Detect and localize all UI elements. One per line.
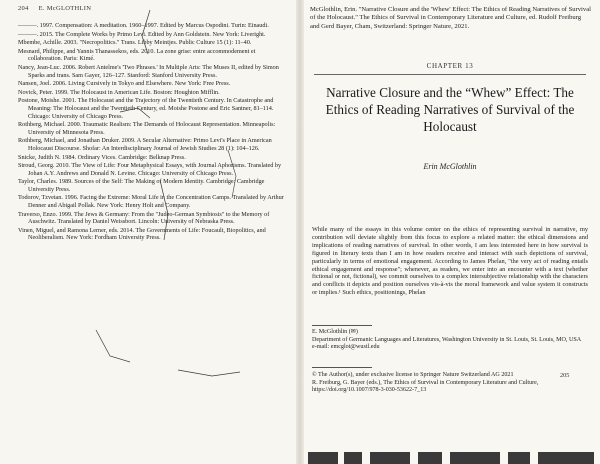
scan-artifact-segment bbox=[308, 452, 338, 464]
reference-entry: ———. 2015. The Complete Works by Primo Levi. Edited by Ann Goldstein. New York: Liveright. bbox=[18, 30, 266, 38]
left-page-number: 204 bbox=[18, 5, 29, 12]
reference-list bbox=[18, 22, 286, 243]
affiliation-line: e-mail: emcglot@wustl.edu bbox=[312, 344, 380, 351]
scan-artifact-segment bbox=[344, 452, 362, 464]
reference-entry: Todorov, Tzvetan. 1996. Facing the Extreme: Moral Life in the Concentration Camps. Translated by Arthur Denner and Abigail Pollak. New York: Henry Holt and Company. bbox=[18, 194, 284, 210]
affiliation-line: E. McGlothlin (✉) bbox=[312, 329, 358, 335]
scan-artifact-segment bbox=[538, 452, 594, 464]
handwritten-citation-header: McGlothlin, Erin. "Narrative Closure and the 'Whew' Effect: The Ethics of Reading Narratives of Survival of the Holocaust." The Ethics of Survival in Contemporary Literature and Culture, ed. Rudolf Freiburg and Gerd Bayer, Cham, Switzerland: Springer Nature, 2021. bbox=[310, 6, 591, 30]
scan-edge-artifact bbox=[300, 452, 600, 464]
reference-entry: Nansen, Joel. 2006. Living Cursively in Tokyo and Elsewhere. New York: Free Press. bbox=[18, 80, 231, 88]
running-head bbox=[18, 5, 99, 12]
reference-entry: Postone, Moishe. 2001. The Holocaust and the Trajectory of the Twentieth Century. In Catastrophe and Meaning: The Holocaust and the Twentieth Century, ed. Moishe Postone and Eric Santner, 81–114. Chicago: University of Chicago Press. bbox=[18, 97, 274, 120]
footnote-divider bbox=[312, 325, 372, 326]
copyright-line: © The Author(s), under exclusive license to Springer Nature Switzerland AG 2021 bbox=[312, 372, 514, 378]
reference-entry: Taylor, Charles. 1989. Sources of the Self: The Making of Modern Identity. Cambridge: Cambridge University Press. bbox=[18, 178, 265, 193]
affiliation-line: Department of Germanic Languages and Literatures, Washington University in St. Louis, St. Louis, MO, USA bbox=[312, 336, 582, 343]
scan-artifact-segment bbox=[370, 452, 410, 464]
reference-entry: Traverso, Enzo. 1999. The Jews & Germany: From the "Judeo-German Symbiosis" to the Memory of Auschwitz. Translated by Daniel Weissbort. Lincoln: University of Nebraska Press. bbox=[18, 210, 270, 226]
chapter-body-text: While many of the essays in this volume center on the ethics of representing survival in narrative, my contribution will deviate slightly from this focus to explore a related matter: the ethical dimensions and implications of reading narratives of survival. In other words, I am less interested here in how survival is figured in literary texts than I am in how readers receive and interact with such depictions of survival, particularly in terms of emotional engagement. According to James Phelan, "the very act of reading entails ethical engagement and response"; whenever, as readers, we enter into an encounter with a text (whether fictional or not, fictional), we commit ourselves to a complex intersubjective relationship with the characters and conflicts it depicts and position ourselves vis-à-vis the moral framework and value system it constructs or implies.¹ Such ethics, positionings, Phelan bbox=[312, 226, 588, 297]
reference-entry: Rothberg, Michael. 2000. Traumatic Realism: The Demands of Holocaust Representation. Minneapolis: University of Minnesota Press. bbox=[18, 121, 276, 136]
reference-entry: Vinen, Miguel, and Ramona Lerner, eds. 2014. The Governments of Life: Foucault, Biopolitics, and Neoliberalism. New York: Fordham University Press. bbox=[18, 226, 266, 242]
copyright-divider bbox=[312, 367, 372, 368]
author-affiliation bbox=[312, 329, 588, 352]
scan-artifact-segment bbox=[418, 452, 442, 464]
copyright-block bbox=[312, 372, 588, 395]
scan-artifact-segment bbox=[508, 452, 530, 464]
reference-entry: Mbembe, Achille. 2003. "Necropolitics." Trans. Libby Meintjes. Public Culture 15 (1): 11–40. bbox=[18, 39, 252, 47]
copyright-line: R. Freiburg, G. Bayer (eds.), The Ethics of Survival in Contemporary Literature and Culture, bbox=[312, 379, 539, 386]
reference-entry: Snicke, Judith N. 1984. Ordinary Vices. Cambridge: Belknap Press. bbox=[18, 153, 186, 161]
doi-line: https://doi.org/10.1007/978-3-030-53622-7_13 bbox=[312, 387, 427, 394]
reference-entry: Rothberg, Michael, and Jonathan Druker. 2009. A Secular Alternative: Primo Levi's Place in American Holocaust Discourse. Shofar: An Interdisciplinary Journal of Jewish Studies 28 (1): 104–126. bbox=[18, 137, 272, 152]
reference-entry: ———. 1997. Compensation: A meditation. 1960–1997. Edited by Marcus Ospodini. Turin: Einaudi. bbox=[18, 22, 269, 29]
running-head-author: E. McGLOTHLIN bbox=[38, 5, 92, 12]
reference-entry: Nancy, Jean-Luc. 2006. Robert Antelme's 'Two Phrases.' In Multiple Arts: The Muses II, edited by Simon Sparks and trans. Sam Gayer, 126–127. Stanford: Stanford University Press. bbox=[18, 63, 279, 79]
chapter-label: CHAPTER 13 bbox=[426, 62, 474, 70]
reference-entry: Mesnard, Philippe, and Yannis Thanassekos, eds. 2010. La zone grise: entre accommodement et collaboration. Paris: Kimé. bbox=[18, 47, 256, 63]
chapter-title: Narrative Closure and the “Whew” Effect: The Ethics of Reading Narratives of Survival of the Holocaust bbox=[325, 85, 575, 134]
chapter-divider bbox=[314, 74, 586, 75]
reference-entry: Novick, Peter. 1999. The Holocaust in American Life. Boston: Houghton Mifflin. bbox=[18, 88, 220, 96]
scan-artifact-segment bbox=[450, 452, 500, 464]
right-page-number: 205 bbox=[560, 372, 570, 379]
reference-entry: Stroud, Georg. 2010. The View of Life: Four Metaphysical Essays, with Journal Aphorisms. Translated by Johan A.Y. Andrews and Donald N. Levine. Chicago: University of Chicago Press. bbox=[18, 162, 282, 177]
chapter-author: Erin McGlothlin bbox=[423, 162, 477, 171]
